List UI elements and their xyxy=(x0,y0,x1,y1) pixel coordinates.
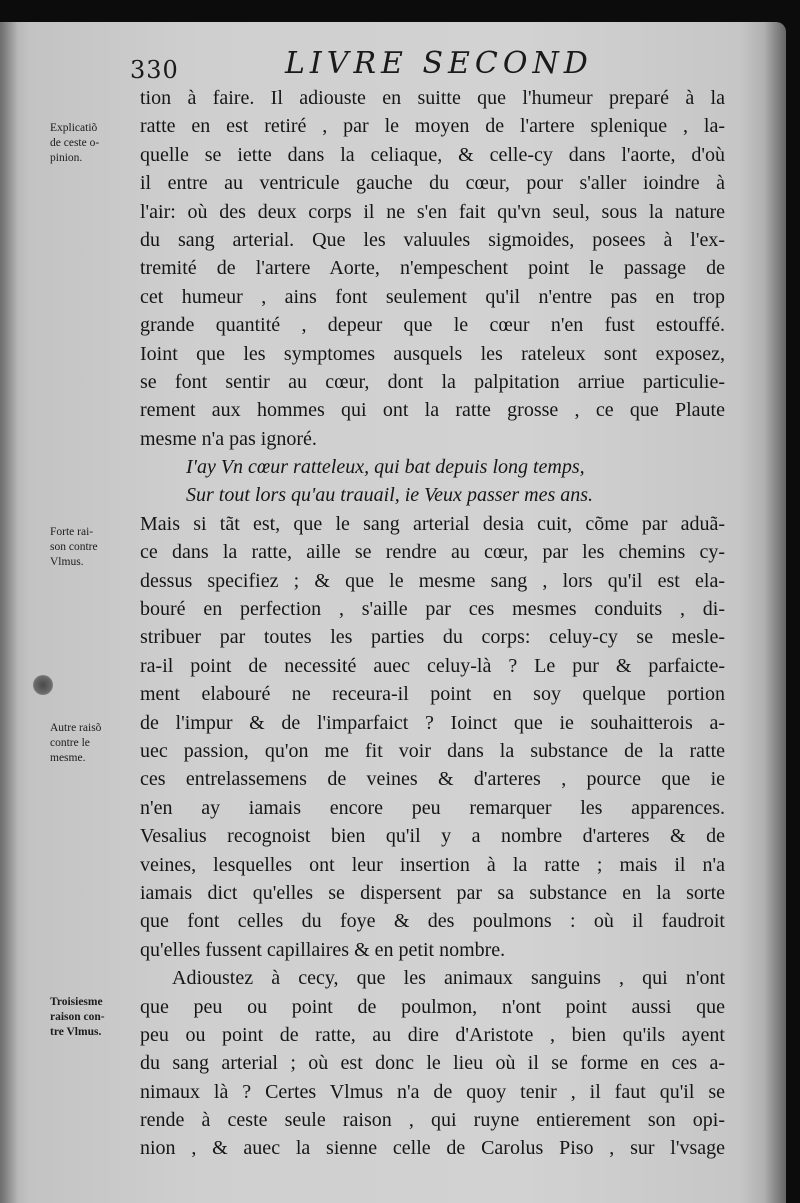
margin-note xyxy=(50,995,135,1040)
text-line: se font sentir au cœur, dont la palpitation arriue particulie- xyxy=(140,370,725,393)
verse-line: I'ay Vn cœur ratteleux, qui bat depuis long temps, xyxy=(186,456,585,479)
text-line: que font celles du foye & des poulmons : où il faudroit xyxy=(140,910,725,933)
page-number: 330 xyxy=(130,56,179,84)
text-line: ment elabouré ne receura-il point en soy quelque portion xyxy=(140,683,725,706)
text-line: mesme n'a pas ignoré. xyxy=(140,427,317,450)
gutter-shadow xyxy=(0,22,18,1203)
text-line: rende à ceste seule raison , qui ruyne entierement son opi- xyxy=(140,1109,725,1132)
margin-note-line: Explicatiõ xyxy=(50,122,98,134)
text-line: rement aux hommes qui ont la ratte grosse , ce que Plaute xyxy=(140,399,725,422)
text-line: n'en ay iamais encore peu remarquer les apparences. xyxy=(140,796,725,819)
text-line: il entre au ventricule gauche du cœur, pour s'aller ioindre à xyxy=(140,172,725,195)
text-line: tremité de l'artere Aorte, n'empeschent point le passage de xyxy=(140,257,725,280)
text-line: quelle se iette dans la celiaque, & celle-cy dans l'aorte, d'où xyxy=(140,143,725,166)
verse-line: Sur tout lors qu'au trauail, ie Veux passer mes ans. xyxy=(186,484,594,507)
margin-note-line: contre le xyxy=(50,737,90,749)
margin-note-line: mesme. xyxy=(50,752,86,764)
margin-note-line: son contre xyxy=(50,541,98,553)
text-line: l'air: où des deux corps il ne s'en fait qu'vn seul, sous la nature xyxy=(140,200,725,223)
margin-note xyxy=(50,121,135,166)
text-line: qu'elles fussent capillaires & en petit nombre. xyxy=(140,938,506,961)
text-line: Vesalius recognoist bien qu'il y a nombre d'arteres & de xyxy=(140,825,725,848)
margin-note-line: tre Vlmus. xyxy=(50,1026,102,1038)
margin-note xyxy=(50,525,135,570)
text-line: que peu ou point de poulmon, n'ont point aussi que xyxy=(140,995,725,1018)
text-line: veines, lesquelles ont leur insertion à la ratte ; mais il n'a xyxy=(140,853,725,876)
text-line: nimaux là ? Certes Vlmus n'a de quoy tenir , il faut qu'il se xyxy=(140,1080,725,1103)
margin-note-line: de ceste o- xyxy=(50,137,100,149)
text-line: uec passion, qu'on me fit voir dans la substance de la ratte xyxy=(140,739,725,762)
text-line: de l'impur & de l'imparfaict ? Ioinct que ie souhaitterois a- xyxy=(140,711,725,734)
text-line: Ioint que les symptomes ausquels les rateleux sont exposez, xyxy=(140,342,725,365)
text-line: dessus specifiez ; & que le mesme sang , lors qu'il est ela- xyxy=(140,569,725,592)
text-line: nion , & auec la sienne celle de Carolus Piso , sur l'vsage xyxy=(140,1137,725,1160)
text-line: ces entrelassemens de veines & d'arteres , pource que ie xyxy=(140,768,725,791)
text-line: du sang arterial. Que les valuules sigmoides, posees à l'ex- xyxy=(140,228,725,251)
text-line: tion à faire. Il adiouste en suitte que l'humeur preparé à la xyxy=(140,87,725,109)
margin-note xyxy=(50,721,135,766)
text-line: ratte en est retiré , par le moyen de l'artere splenique , la- xyxy=(140,115,725,138)
text-line: stribuer par toutes les parties du corps: celuy-cy se mesle- xyxy=(140,626,725,649)
ink-blot xyxy=(33,675,53,695)
body-text xyxy=(140,84,725,1163)
margin-note-line: Forte rai- xyxy=(50,526,94,538)
text-line: bouré en perfection , s'aille par ces mesmes conduits , di- xyxy=(140,598,725,621)
text-line: ra-il point de necessité auec celuy-là ? Le pur & parfaicte- xyxy=(140,654,725,677)
text-line: cet humeur , ains font seulement qu'il n'entre pas en trop xyxy=(140,285,725,308)
text-line: iamais dict qu'elles se dispersent par sa substance en la sorte xyxy=(140,881,725,904)
margin-note-line: Vlmus. xyxy=(50,556,84,568)
text-line: ce dans la ratte, aille se rendre au cœur, par les chemins cy- xyxy=(140,541,725,564)
margin-note-line: pinion. xyxy=(50,152,83,164)
margin-note-line: raison con- xyxy=(50,1011,105,1023)
text-line: du sang arterial ; où est donc le lieu où il se forme en ces a- xyxy=(140,1052,725,1075)
margin-note-line: Troisiesme xyxy=(50,996,103,1008)
page-edge-shadow xyxy=(764,22,786,1203)
margin-note-line: Autre raisõ xyxy=(50,722,102,734)
text-line: Mais si tãt est, que le sang arterial desia cuit, cõme par aduã- xyxy=(140,512,725,535)
text-line: Adioustez à cecy, que les animaux sanguins , qui n'ont xyxy=(172,967,725,990)
book-page xyxy=(0,22,786,1203)
text-line: grande quantité , depeur que le cœur n'en fust estouffé. xyxy=(140,314,725,337)
text-line: peu ou point de ratte, au dire d'Aristote , bien qu'ils ayent xyxy=(140,1023,725,1046)
running-head: LIVRE SECOND xyxy=(285,46,593,81)
